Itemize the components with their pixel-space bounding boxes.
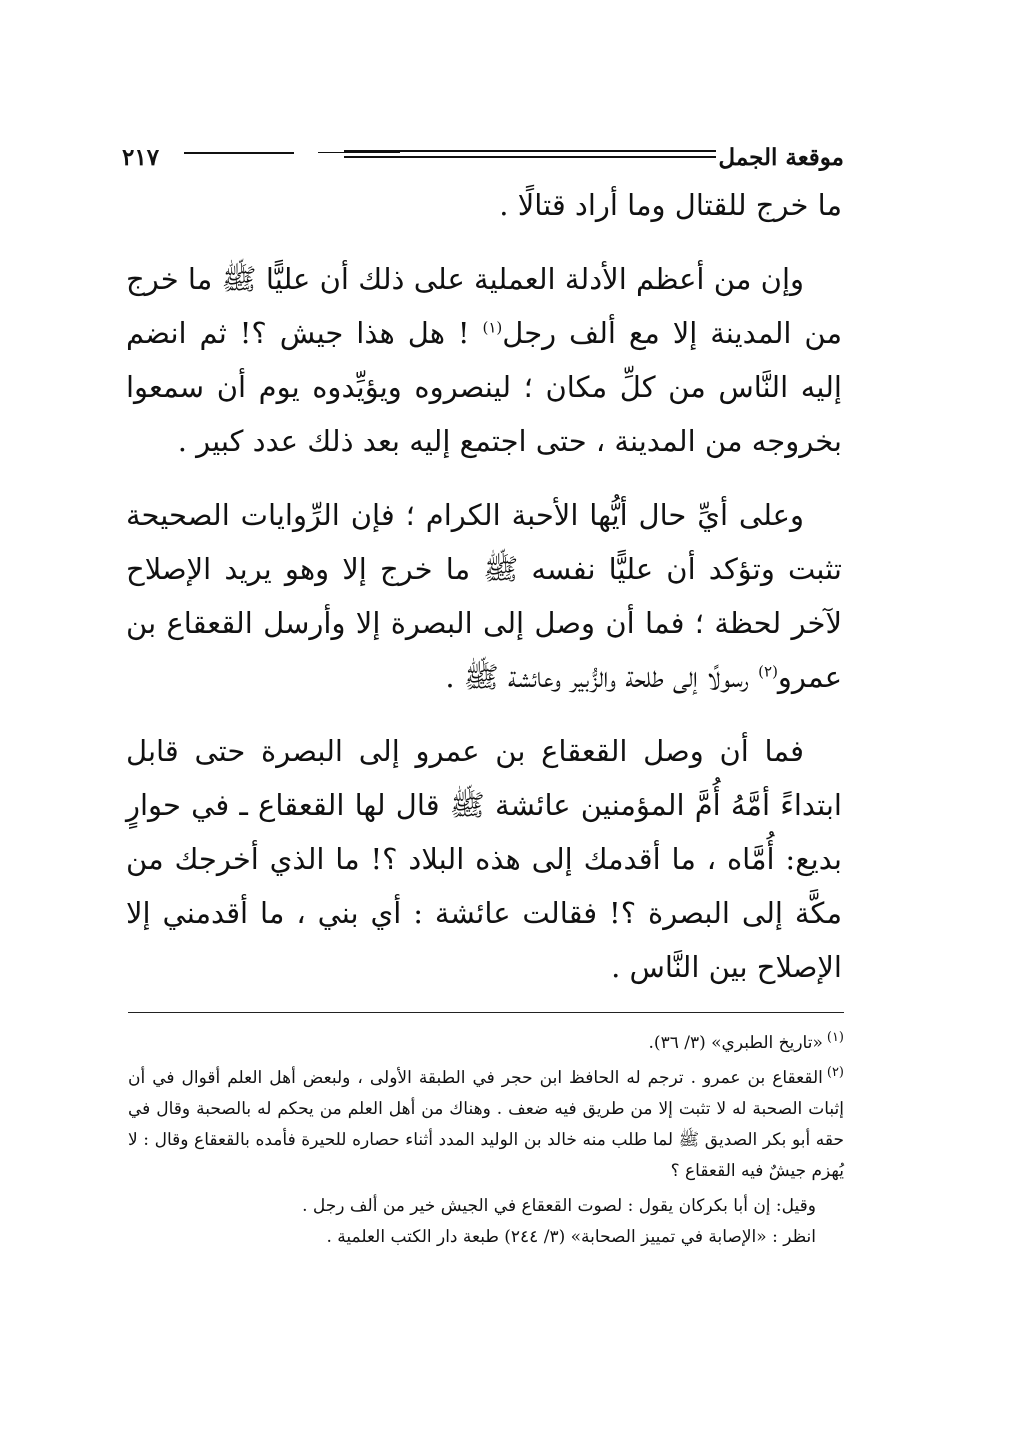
paragraph-1 — [126, 178, 842, 232]
footnote-2-number: (٢) — [826, 1065, 844, 1081]
paragraph-3-text-a: وعلى أيِّ حال أيُّها الأحبة الكرام ؛ فإن الرِّوايات الصحيحة تثبت وتؤكد أن عليًّا نفسه ﷺ ما خرج إلا وهو يريد الإصلاح لآخر لحظة ؛ فما أن وصل إلى البصرة إلا وأرسل القعقاع بن عمرو — [126, 498, 842, 694]
paragraph-1-text: ما خرج للقتال وما أراد قتالًا . — [499, 188, 842, 222]
header-rule-double-bottom — [344, 156, 716, 158]
header-rule-left — [184, 152, 294, 154]
chapter-title: موقعة الجمل — [718, 144, 844, 171]
footnote-ref-1[interactable]: (١) — [482, 318, 503, 337]
footnote-ref-2[interactable]: (٢) — [758, 662, 778, 681]
paragraph-3-text-b: رسولًا إلى طلحة والزُّبير وعائشة ﷺ . — [445, 660, 759, 694]
header-rule-double-top — [344, 150, 716, 152]
paragraph-2-text-b: ! هل هذا جيش ؟! ثم انضم إليه النَّاس من كلِّ مكان ؛ لينصروه ويؤيِّدوه يوم أن سمعوا بخروجه من المدينة ، حتى اجتمع إليه بعد ذلك عدد كبير . — [126, 316, 842, 458]
footnote-1 — [128, 1028, 844, 1059]
footnote-2 — [128, 1063, 844, 1187]
footnote-2-line-3: انظر : «الإصابة في تمييز الصحابة» (٣/ ٢٤٤) طبعة دار الكتب العلمية . — [326, 1227, 816, 1247]
paragraph-4 — [126, 724, 842, 994]
footnote-separator — [128, 1012, 844, 1013]
page-number: ٢١٧ — [122, 144, 160, 171]
footnotes — [128, 1028, 844, 1253]
header-rule-thin — [318, 152, 400, 153]
paragraph-4-text: فما أن وصل القعقاع بن عمرو إلى البصرة حتى قابل ابتداءً أمَّهُ أُمَّ المؤمنين عائشة ﷺ قال لها القعقاع ـ في حوارٍ بديع: أُمَّاه ، ما أقدمك إلى هذه البلاد ؟! ما الذي أخرجك من مكَّة إلى البصرة ؟! فقالت عائشة : أي بني ، ما أقدمني إلا الإصلاح بين النَّاس . — [126, 734, 842, 984]
footnote-2-text: القعقاع بن عمرو . ترجم له الحافظ ابن حجر في الطبقة الأولى ، ولبعض أهل العلم أقوال في أن إثبات الصحبة له لا تثبت إلا من طريق فيه ضعف . وهناك من أهل العلم من يحكم له بالصحبة وقال في حقه أبو بكر الصديق ﷺ لما طلب منه خالد بن الوليد المدد أثناء حصاره للحيرة فأمده بالقعقاع وقال : لا يُهزم جيشٌ فيه القعقاع ؟ — [128, 1068, 844, 1181]
running-header — [122, 140, 844, 176]
footnote-1-text: «تاريخ الطبري» (٣/ ٣٦). — [648, 1033, 823, 1053]
main-text — [126, 178, 842, 1014]
paragraph-3 — [126, 488, 842, 704]
paragraph-2 — [126, 252, 842, 468]
footnote-2-line-2: وقيل: إن أبا بكركان يقول : لصوت القعقاع في الجيش خير من ألف رجل . — [302, 1196, 816, 1216]
footnote-1-number: (١) — [826, 1030, 844, 1046]
paragraph-2-text-a: وإن من أعظم الأدلة العملية على ذلك أن عليًّا ﷺ ما خرج من المدينة إلا مع ألف رجل — [126, 262, 843, 350]
